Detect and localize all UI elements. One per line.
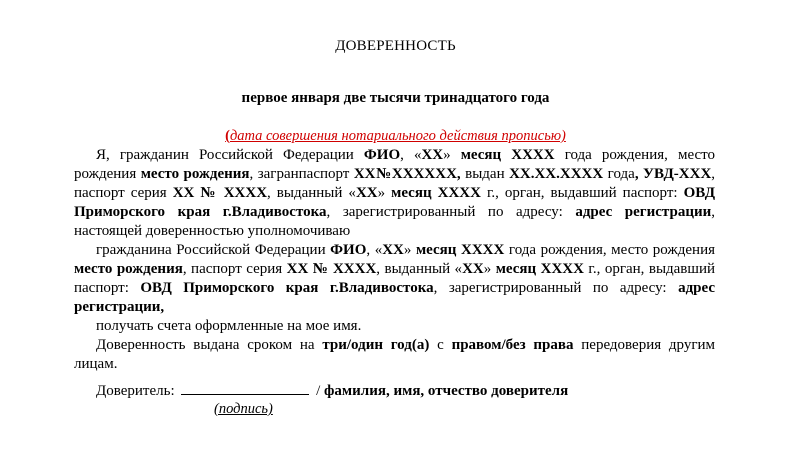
representative-passport-month-year: месяц ХХХХ xyxy=(495,261,584,277)
principal-passport-number: ХХ № ХХХХ xyxy=(172,185,268,201)
text-fragment: года рождения, место рождения xyxy=(504,242,716,258)
principal-birth-day: ХХ xyxy=(421,147,444,163)
text-fragment: » xyxy=(443,147,461,163)
text-fragment: г., орган, выдавший паспорт: xyxy=(74,261,715,296)
signature-blank xyxy=(181,380,309,395)
representative-birth-month-year: месяц ХХХХ xyxy=(415,242,505,258)
principal-passport-month-year: месяц ХХХХ xyxy=(391,185,481,201)
paragraph-term xyxy=(74,336,715,374)
text-fragment: , выданный « xyxy=(267,185,356,201)
document-title: ДОВЕРЕННОСТЬ xyxy=(335,38,456,54)
text-fragment: , « xyxy=(400,147,422,163)
text-fragment: Я, гражданин Российской Федерации xyxy=(96,147,364,163)
principal-foreign-passport: ХХ№ХХХХХХ, xyxy=(353,166,461,182)
text-fragment: , паспорт серия xyxy=(74,166,716,201)
text-fragment: » xyxy=(377,185,392,201)
date-note-open-paren: ( xyxy=(225,128,230,144)
term-duration: три/один год(а) xyxy=(322,337,430,353)
text-fragment: с xyxy=(429,337,452,353)
text-fragment: года рождения, место рождения xyxy=(74,147,716,182)
principal-address: адрес регистрации xyxy=(575,204,712,220)
document-date: первое января две тысячи тринадцатого года xyxy=(241,90,550,106)
text-fragment: , зарегистрированный по адресу: xyxy=(326,204,576,220)
principal-passport-day: ХХ xyxy=(355,185,378,201)
signature-line xyxy=(96,380,568,401)
representative-passport-issuer: ОВД Приморского края г.Владивостока xyxy=(140,280,434,296)
principal-foreign-passport-issuer: , УВД-ХХХ xyxy=(634,166,712,182)
paragraph-principal xyxy=(74,146,715,241)
principal-birth-month-year: месяц ХХХХ xyxy=(460,147,555,163)
paragraph-powers: получать счета оформленные на мое имя. xyxy=(96,318,362,334)
document-body xyxy=(74,146,715,374)
text-fragment: г., орган, выдавший паспорт: xyxy=(480,185,684,201)
text-fragment: » xyxy=(403,242,416,258)
signature-caption: (подпись) xyxy=(214,401,273,417)
representative-birthplace: место рождения xyxy=(74,261,183,277)
signature-label: Доверитель: xyxy=(96,383,175,399)
text-fragment: , паспорт серия xyxy=(182,261,287,277)
text-fragment: , загранпаспорт xyxy=(249,166,354,182)
principal-full-name: фамилия, имя, отчество доверителя xyxy=(324,383,569,399)
text-fragment: года xyxy=(603,166,635,182)
text-fragment: , выданный « xyxy=(376,261,463,277)
principal-foreign-passport-date: ХХ.ХХ.ХХХХ xyxy=(509,166,604,182)
representative-address: адрес регистрации, xyxy=(74,280,716,315)
principal-passport-issuer: ОВД Приморского края г.Владивостока xyxy=(74,185,716,220)
text-fragment: гражданина Российской Федерации xyxy=(96,242,331,258)
text-fragment: , настоящей доверенностью уполномочиваю xyxy=(74,204,715,239)
text-fragment: , зарегистрированный по адресу: xyxy=(433,280,679,296)
representative-passport-number: ХХ № ХХХХ xyxy=(286,261,377,277)
text-fragment: Доверенность выдана сроком на xyxy=(96,337,323,353)
delegation-right: правом/без права xyxy=(451,337,574,353)
text-fragment: выдан xyxy=(460,166,510,182)
signature-slash: / xyxy=(316,383,321,399)
text-fragment: » xyxy=(483,261,496,277)
representative-name: ФИО xyxy=(330,242,367,258)
text-fragment: , « xyxy=(366,242,383,258)
text-fragment: передоверия другим лицам. xyxy=(74,337,716,372)
principal-birthplace: место рождения xyxy=(140,166,250,182)
date-note xyxy=(0,127,791,145)
principal-name: ФИО xyxy=(363,147,401,163)
representative-passport-day: ХХ xyxy=(462,261,484,277)
representative-birth-day: ХХ xyxy=(382,242,404,258)
date-note-text: дата совершения нотариального действия прописью) xyxy=(229,128,566,144)
paragraph-representative xyxy=(74,241,715,317)
